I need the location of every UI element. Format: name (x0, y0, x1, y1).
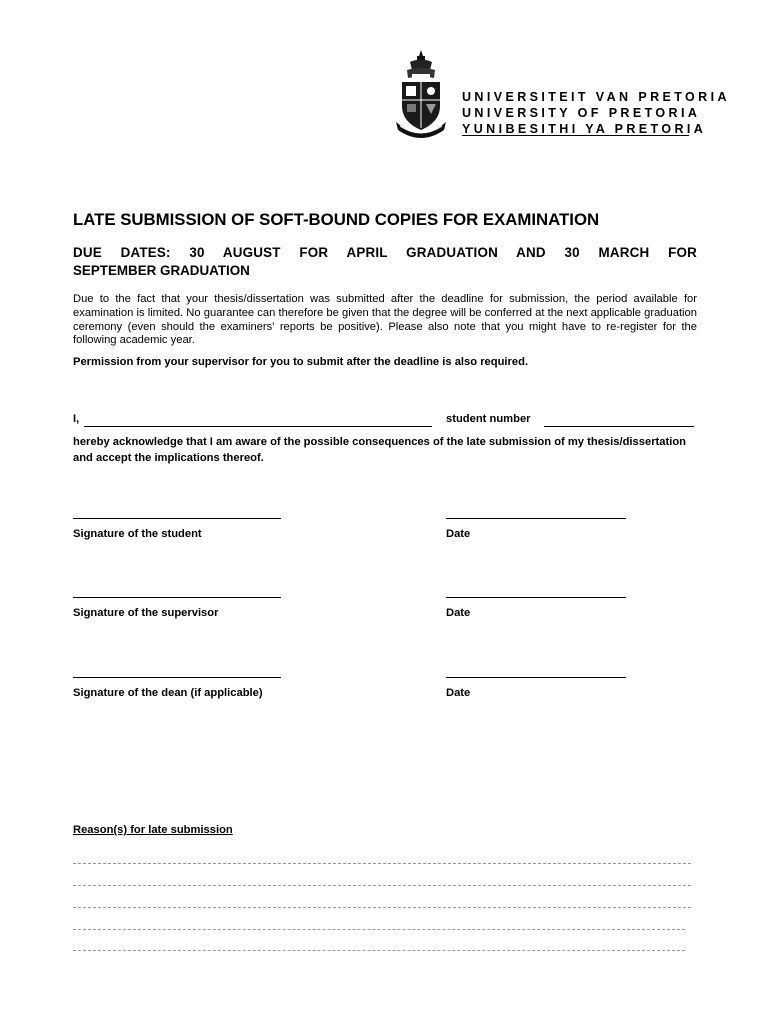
reason-line-3[interactable] (73, 907, 691, 908)
student-number-field[interactable] (544, 426, 694, 427)
supervisor-signature-label: Signature of the supervisor (73, 607, 219, 619)
dean-date-field[interactable] (446, 677, 626, 678)
page-title: LATE SUBMISSION OF SOFT-BOUND COPIES FOR EXAMINATION (73, 210, 600, 229)
acknowledgement-text: hereby acknowledge that I am aware of the possible consequences of the late submission of my thesis/dissertation and accept the implications thereof. (73, 436, 686, 464)
permission-note: Permission from your supervisor for you to submit after the deadline is also required. (73, 356, 529, 368)
dean-signature-field[interactable] (73, 677, 281, 678)
university-name-english: UNIVERSITY OF PRETORIA (462, 106, 701, 120)
reasons-heading: Reason(s) for late submission (73, 824, 233, 836)
supervisor-date-label: Date (446, 607, 471, 619)
student-signature-label: Signature of the student (73, 528, 202, 540)
due-dates-line-1: DUE DATES: 30 AUGUST FOR APRIL GRADUATION AND 30 MARCH FOR (73, 245, 697, 260)
student-name-field[interactable] (84, 426, 432, 427)
dean-date-label: Date (446, 687, 471, 699)
name-prefix: I, (73, 413, 80, 425)
supervisor-signature-field[interactable] (73, 597, 281, 598)
header-divider (462, 135, 689, 136)
university-name-sepedi: YUNIBESITHI YA PRETORIA (462, 122, 707, 136)
reason-line-2[interactable] (73, 885, 691, 886)
dean-signature-label: Signature of the dean (if applicable) (73, 687, 263, 699)
reason-line-1[interactable] (73, 863, 691, 864)
student-signature-field[interactable] (73, 518, 281, 519)
reason-line-4[interactable] (73, 929, 685, 930)
student-date-label: Date (446, 528, 471, 540)
student-number-label: student number (446, 413, 531, 425)
university-name-afrikaans: UNIVERSITEIT VAN PRETORIA (462, 90, 730, 104)
supervisor-date-field[interactable] (446, 597, 626, 598)
due-dates-line-2: SEPTEMBER GRADUATION (73, 263, 250, 278)
university-crest-icon (390, 48, 452, 140)
student-date-field[interactable] (446, 518, 626, 519)
reason-line-5[interactable] (73, 950, 685, 951)
late-submission-notice: Due to the fact that your thesis/dissertation was submitted after the deadline for submission, the period available for examination is limited. No guarantee can therefore be given that the degree will be conferred at the next applicable graduation ceremony (even should the examiners' reports be positive). Please also note that you might have to re-register for the following academic year. (73, 293, 697, 347)
